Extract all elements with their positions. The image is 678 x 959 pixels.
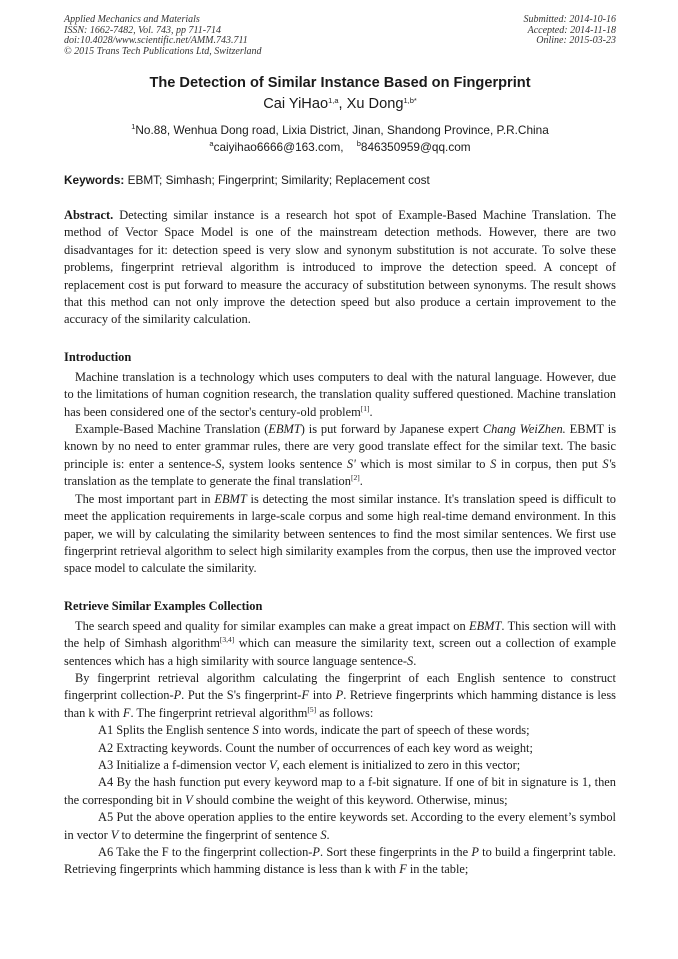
italic-term: P xyxy=(173,688,182,703)
italic-term: F xyxy=(122,705,131,720)
keywords-line xyxy=(64,173,616,187)
text: By fingerprint retrieval algorithm calculating the fingerprint of each English sentence to construct fingerprint collection- xyxy=(64,670,616,703)
text: to build a fingerprint table. Retrieving fingerprints which hamming distance is less than k with xyxy=(64,845,616,877)
text: . This section will with the help of Simhash algorithm xyxy=(64,618,616,651)
text: which can measure the similarity text, screen out a collection of example sentences which has a high similarity with source language sentence- xyxy=(64,636,617,668)
italic-term: S' xyxy=(602,456,612,471)
text: into words, indicate the part of speech of these words; xyxy=(258,723,530,738)
online-date: Online: 2015-03-23 xyxy=(536,35,616,46)
italic-term: S xyxy=(215,456,222,471)
algorithm-step-a2 xyxy=(64,740,616,757)
text: A5 Put the above operation applies to the entire keywords set. According to the every element’s symbol in vector xyxy=(64,810,616,842)
text: A6 Take the F to the fingerprint collection- xyxy=(98,845,313,859)
italic-term: S xyxy=(252,723,259,738)
algorithm-step-a6 xyxy=(64,844,616,879)
text: . xyxy=(369,404,373,419)
text: . xyxy=(326,827,330,842)
italic-term: V xyxy=(269,757,277,772)
italic-term: S xyxy=(490,456,497,471)
text: ) is put forward by Japanese expert xyxy=(300,422,483,437)
italic-term: EBMT xyxy=(268,422,301,437)
author-superscript: 1,a xyxy=(328,96,339,105)
text: , system looks sentence xyxy=(221,456,347,471)
author-name: Xu Dong xyxy=(346,96,404,112)
text: . xyxy=(413,653,417,668)
citation: [2] xyxy=(350,473,360,483)
text: . The fingerprint retrieval algorithm xyxy=(130,705,308,720)
journal-name: Applied Mechanics and Materials xyxy=(64,14,200,25)
address-text: No.88, Wenhua Dong road, Lixia District, Jinan, Shandong Province, P.R.China xyxy=(135,123,549,137)
paper-title: The Detection of Similar Instance Based on Fingerprint xyxy=(149,75,531,91)
affiliation-address xyxy=(64,122,616,139)
citation: [1] xyxy=(360,403,370,413)
author-list xyxy=(64,96,616,112)
italic-term: V xyxy=(185,792,193,807)
introduction-section xyxy=(64,369,616,578)
journal-doi: doi:10.4028/www.scientific.net/AMM.743.711 xyxy=(64,35,248,46)
journal-header xyxy=(64,15,616,57)
italic-term: EBMT xyxy=(214,491,247,506)
affiliation-block xyxy=(64,122,616,156)
section-heading-retrieve: Retrieve Similar Examples Collection xyxy=(64,598,263,613)
submitted-date: Submitted: 2014-10-16 xyxy=(523,14,616,25)
italic-term: P xyxy=(471,845,479,859)
abstract-block xyxy=(64,207,616,329)
algorithm-step-a3 xyxy=(64,757,616,774)
text: . Put the S's fingerprint- xyxy=(181,688,302,703)
italic-term: F xyxy=(399,862,407,877)
keywords-label: Keywords: xyxy=(64,173,125,187)
affiliation-superscript: 1 xyxy=(131,122,136,131)
italic-term: S xyxy=(407,653,414,668)
section-heading-introduction: Introduction xyxy=(64,349,132,364)
author-superscript: 1,b* xyxy=(403,96,417,105)
algorithm-step-a5 xyxy=(64,809,616,844)
italic-term: V xyxy=(110,827,119,842)
italic-term: EBMT xyxy=(469,618,502,633)
citation: [5] xyxy=(307,704,317,714)
abstract-paragraph xyxy=(64,207,616,329)
retrieve-section xyxy=(64,618,616,879)
text: A4 By the hash function put every keyword map to a f-bit signature. If one of bit in signature is 1, then the corresponding bit in xyxy=(64,775,616,807)
journal-issn: ISSN: 1662-7482, Vol. 743, pp 711-714 xyxy=(64,24,222,36)
italic-term: P xyxy=(312,845,320,859)
text: Example-Based Machine Translation ( xyxy=(75,422,269,437)
author-separator: , xyxy=(338,96,347,112)
text: in the table; xyxy=(406,862,469,877)
text: , each element is initialized to zero in this vector; xyxy=(276,757,521,772)
paragraph xyxy=(64,369,616,421)
email-a: caiyihao6666@163.com, xyxy=(213,140,344,154)
text: in corpus, then put xyxy=(496,456,603,471)
affiliation-emails xyxy=(64,139,616,156)
text: A2 Extracting keywords. Count the number of occurrences of each key word as weight; xyxy=(98,740,533,755)
text: which is most similar to xyxy=(355,456,491,471)
italic-term: S' xyxy=(346,456,356,471)
paragraph xyxy=(64,618,616,670)
abstract-label: Abstract. xyxy=(64,208,114,222)
text: as follows: xyxy=(316,705,374,720)
email-superscript: a xyxy=(209,139,214,148)
text: A3 Initialize a f-dimension vector xyxy=(98,757,270,772)
italic-term: P xyxy=(335,688,344,703)
paragraph xyxy=(64,421,616,491)
text: . Retrieve fingerprints which hamming distance is less than k with xyxy=(64,688,616,720)
text: . xyxy=(359,474,363,489)
text: is detecting the most similar instance. It's translation speed is difficult to meet the application requirements in large-scale corpus and some high real-time demand environment. In this paper, we will by calculating the similarity between sentences to find the most similar sentences. We first use fingerprint retrieval algorithm to select high similarity examples from the corpus, then use the improved vector space model to calculate the similarity. xyxy=(64,491,617,576)
text: to determine the fingerprint of sentence xyxy=(118,827,321,842)
paragraph xyxy=(64,670,616,722)
algorithm-step-a1 xyxy=(64,722,616,739)
text: Machine translation is a technology which uses computers to deal with the natural language. However, due to the limitations of human cognition research, the translation quality suffered questioned. Machine translation has been considered one of the sector's century-old problem xyxy=(64,369,616,419)
text: should combine the weight of this keyword. Otherwise, minus; xyxy=(192,792,508,807)
header-right xyxy=(524,15,617,57)
text: The most important part in xyxy=(75,491,215,506)
text: The search speed and quality for similar examples can make a great impact on xyxy=(75,618,470,633)
italic-term: S xyxy=(320,827,327,842)
header-left xyxy=(64,15,262,57)
accepted-date: Accepted: 2014-11-18 xyxy=(527,24,616,36)
citation: [3,4] xyxy=(219,635,235,645)
journal-copyright: © 2015 Trans Tech Publications Ltd, Switzerland xyxy=(64,45,262,57)
paragraph xyxy=(64,491,616,578)
keywords-text: EBMT; Simhash; Fingerprint; Similarity; Replacement cost xyxy=(124,173,430,187)
italic-term: F xyxy=(301,688,310,703)
email-superscript: b xyxy=(356,139,361,148)
text: into xyxy=(309,688,336,703)
algorithm-step-a4 xyxy=(64,774,616,809)
abstract-text: Detecting similar instance is a research hot spot of Example-Based Machine Translation. The method of Vector Space Model is one of the mainstream detection methods. However, there are two disadvantages for it: detection speed is very slow and synonym substitution is not accurate. To solve these problems, fingerprint retrieval algorithm is introduced to improve the detection speed. A concept of replacement cost is put forward to measure the accuracy of substitution between synonyms. The result shows that this method can not only improve the detection speed but also produce a certain improvement to the accuracy of the similarity calculation. xyxy=(64,208,616,327)
author-name: Cai YiHao xyxy=(263,96,329,112)
text: s translation as the template to generate the final translation xyxy=(64,456,616,489)
italic-term: Chang WeiZhen. xyxy=(482,422,566,437)
text: EBMT is known by no need to enter grammar rules, there are very good translate effect for the similar text. The basic principle is: enter a sentence- xyxy=(64,422,617,471)
email-b: 846350959@qq.com xyxy=(360,140,471,154)
text: A1 Splits the English sentence xyxy=(98,723,253,738)
text: . Sort these fingerprints in the xyxy=(319,845,472,859)
